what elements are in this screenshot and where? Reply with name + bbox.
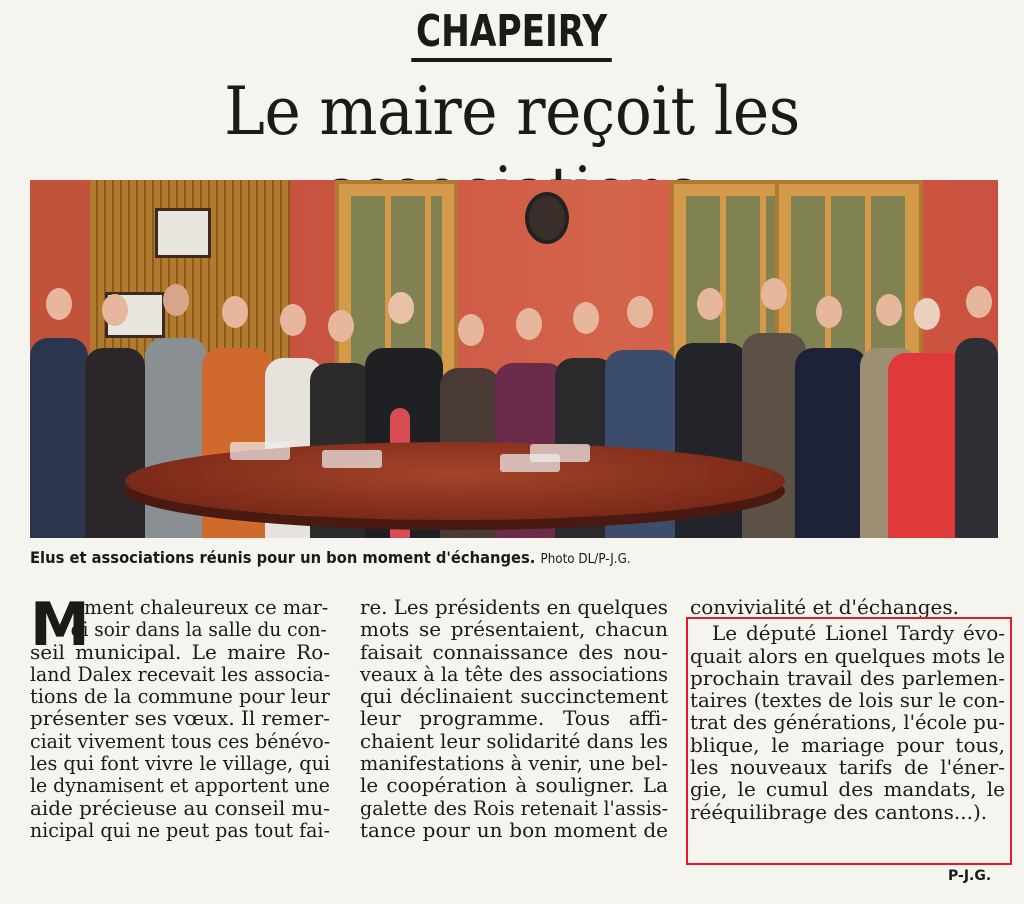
text-line: aide précieuse au conseil mu- [30,795,330,820]
photo-head [46,288,72,320]
photo-person [85,348,145,538]
caption-text: Elus et associations réunis pour un bon moment d'échanges. [30,548,536,567]
text-line: re. Les présidents en quelques [360,595,668,619]
photo-head [573,302,599,334]
text-line: les qui font vivre le village, qui [30,751,331,776]
text-line: land Dalex recevait les associa- [30,661,331,686]
photo-head [516,308,542,340]
photo-head [816,296,842,328]
text-line: mots se présentaient, chacun [360,617,668,642]
text-line: tions de la commune pour leur [30,684,330,709]
photo-head [102,294,128,326]
photo-credit: Photo DL/P-J.G. [540,552,631,567]
text-line: quait alors en quelques mots le [690,643,1006,668]
photo-caption [30,548,921,570]
text-line: blique, le mariage pour tous, [690,732,1005,757]
text-line: nicipal qui ne peut pas tout fai- [30,817,330,842]
kicker-town: CHAPEIRY [412,6,613,62]
photo-person [145,338,207,538]
text-line: ciait vivement tous ces bénévo- [30,728,331,753]
photo-head [163,284,189,316]
photo-head [876,294,902,326]
text-line: di soir dans la salle du con- [70,617,327,642]
text-line: galette des Rois retenait l'assis- [360,795,669,820]
kicker-wrap [0,6,1024,62]
text-line: les nouveaux tarifs de l'éner- [690,755,1005,780]
text-line: qui déclinaient succinctement [360,684,668,709]
photo-conference-table [125,442,785,520]
text-line: prochain travail des parlemen- [690,665,1005,690]
photo-head [222,296,248,328]
article-column-2 [360,596,668,841]
text-line: Le député Lionel Tardy évo- [712,621,1005,646]
text-line: manifestations à venir, une bel- [360,751,668,776]
photo-medallion [525,192,569,244]
author-signature: P-J.G. [948,868,992,884]
text-line: tance pour un bon moment de [360,817,668,842]
photo-head [280,304,306,336]
photo-head [328,310,354,342]
highlight-box [686,617,1012,865]
text-line: seil municipal. Le maire Ro- [30,639,330,664]
text-line: trat des générations, l'école pu- [690,710,1005,735]
text-line: leur programme. Tous affi- [360,706,668,731]
photo-person [30,338,88,538]
text-line: présenter ses vœux. Il remer- [30,706,330,731]
photo-head [458,314,484,346]
text-line: convivialité et d'échanges. [690,595,959,619]
headline: Le maire reçoit les [224,73,800,150]
photo-head [388,292,414,324]
text-line: rééquilibrage des cantons...). [690,799,988,824]
photo-head [627,296,653,328]
photo-head [761,278,787,310]
photo-person [795,348,867,538]
text-line: gie, le cumul des mandats, le [690,777,1005,802]
text-line: le dynamisent et apportent une [30,773,330,798]
photo-head [966,286,992,318]
text-line: chaient leur solidarité dans les [360,728,668,753]
text-line: faisait connaissance des nou- [360,639,668,664]
photo-glasses [530,444,590,462]
photo-wall-frame [155,208,211,258]
photo-head [914,298,940,330]
drop-cap: M [30,590,90,660]
photo-head [697,288,723,320]
article-photo [30,180,998,538]
text-line: le coopération à souligner. La [360,773,668,798]
photo-person [955,338,998,538]
photo-glasses [230,442,290,460]
text-line: taires (textes de lois sur le con- [690,688,1005,713]
text-line: veaux à la tête des associations [360,661,669,686]
article-column-1 [30,590,331,842]
photo-glasses [322,450,382,468]
text-line: oment chaleureux ce mar- [72,595,329,619]
